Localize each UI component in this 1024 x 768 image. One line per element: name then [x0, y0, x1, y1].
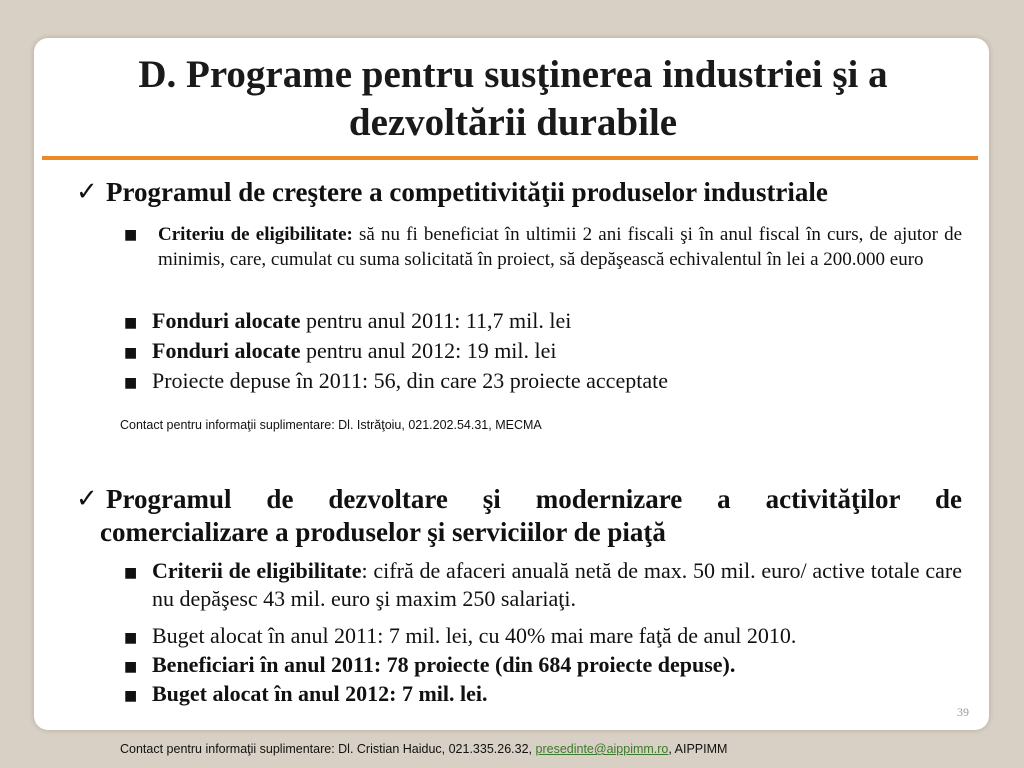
item-bold: Criterii de eligibilitate [152, 558, 362, 583]
item-bold: Fonduri alocate [152, 308, 301, 333]
item-bold: Fonduri alocate [152, 338, 301, 363]
item-text: : cifră de afaceri anuală netă de max. 50 mil. euro/ active totale care nu depăşesc 43 mil. euro şi maxim 250 salariaţi. [152, 558, 962, 611]
section2-heading-line-2: comercializare a produselor şi serviciilor de piaţă [100, 517, 666, 547]
title-line-1: D. Programe pentru susţinerea industriei şi a [138, 53, 888, 96]
square-bullet-icon: ■ [124, 565, 138, 581]
square-bullet-icon: ■ [124, 315, 138, 331]
section1-item-4 [152, 367, 668, 395]
item-text: să nu fi beneficiat în ultimii 2 ani fiscali şi în anul fiscal în curs, de ajutor de minimis, care, cumulat cu suma solicitată în proiect, să depăşească echivalentul în lei a 200.000 euro [158, 224, 963, 270]
section2-item-1 [152, 557, 962, 613]
title-divider [42, 156, 978, 160]
square-bullet-icon: ■ [124, 227, 138, 243]
section2-item-4 [152, 680, 488, 708]
checkmark-icon: ✓ [76, 484, 98, 514]
section1-contact: Contact pentru informaţii suplimentare: Dl. Istrăţoiu, 021.202.54.31, MECMA [120, 418, 542, 432]
item-text: Buget alocat în anul 2011: 7 mil. lei, cu 40% mai mare faţă de anul 2010. [152, 623, 797, 648]
square-bullet-icon: ■ [124, 688, 138, 704]
section2-item-2 [152, 622, 796, 650]
section1-item-1 [158, 222, 962, 272]
email-link[interactable]: presedinte@aippimm.ro [535, 742, 669, 756]
page-number: 39 [957, 705, 969, 719]
section2-item-3 [152, 651, 735, 679]
square-bullet-icon: ■ [124, 345, 138, 361]
item-text: Proiecte depuse în 2011: 56, din care 23 proiecte acceptate [152, 368, 668, 393]
item-text: pentru anul 2011: 11,7 mil. lei [300, 308, 572, 333]
slide-title [40, 51, 986, 147]
title-line-2: dezvoltării durabile [348, 101, 678, 144]
footer-contact-prefix: Contact pentru informaţii suplimentare: Dl. Cristian Haiduc, 021.335.26.32, [120, 742, 536, 756]
square-bullet-icon: ■ [124, 375, 138, 391]
square-bullet-icon: ■ [124, 630, 138, 646]
section1-item-2 [152, 307, 571, 335]
item-bold: Beneficiari în anul 2011: 78 proiecte (din 684 proiecte depuse). [152, 652, 736, 677]
item-bold: Criteriu de eligibilitate: [158, 224, 353, 245]
item-bold: Buget alocat în anul 2012: 7 mil. lei. [152, 681, 488, 706]
item-text: pentru anul 2012: 19 mil. lei [300, 338, 557, 363]
section1-heading: Programul de creştere a competitivităţii produselor industriale [106, 177, 828, 207]
footer-contact [120, 742, 727, 756]
section2-heading-line-1: Programul de dezvoltare şi modernizare a activităţilor de [106, 484, 962, 514]
checkmark-icon: ✓ [76, 177, 98, 207]
square-bullet-icon: ■ [124, 659, 138, 675]
footer-contact-suffix: , AIPPIMM [668, 742, 728, 756]
section1-item-3 [152, 337, 557, 365]
